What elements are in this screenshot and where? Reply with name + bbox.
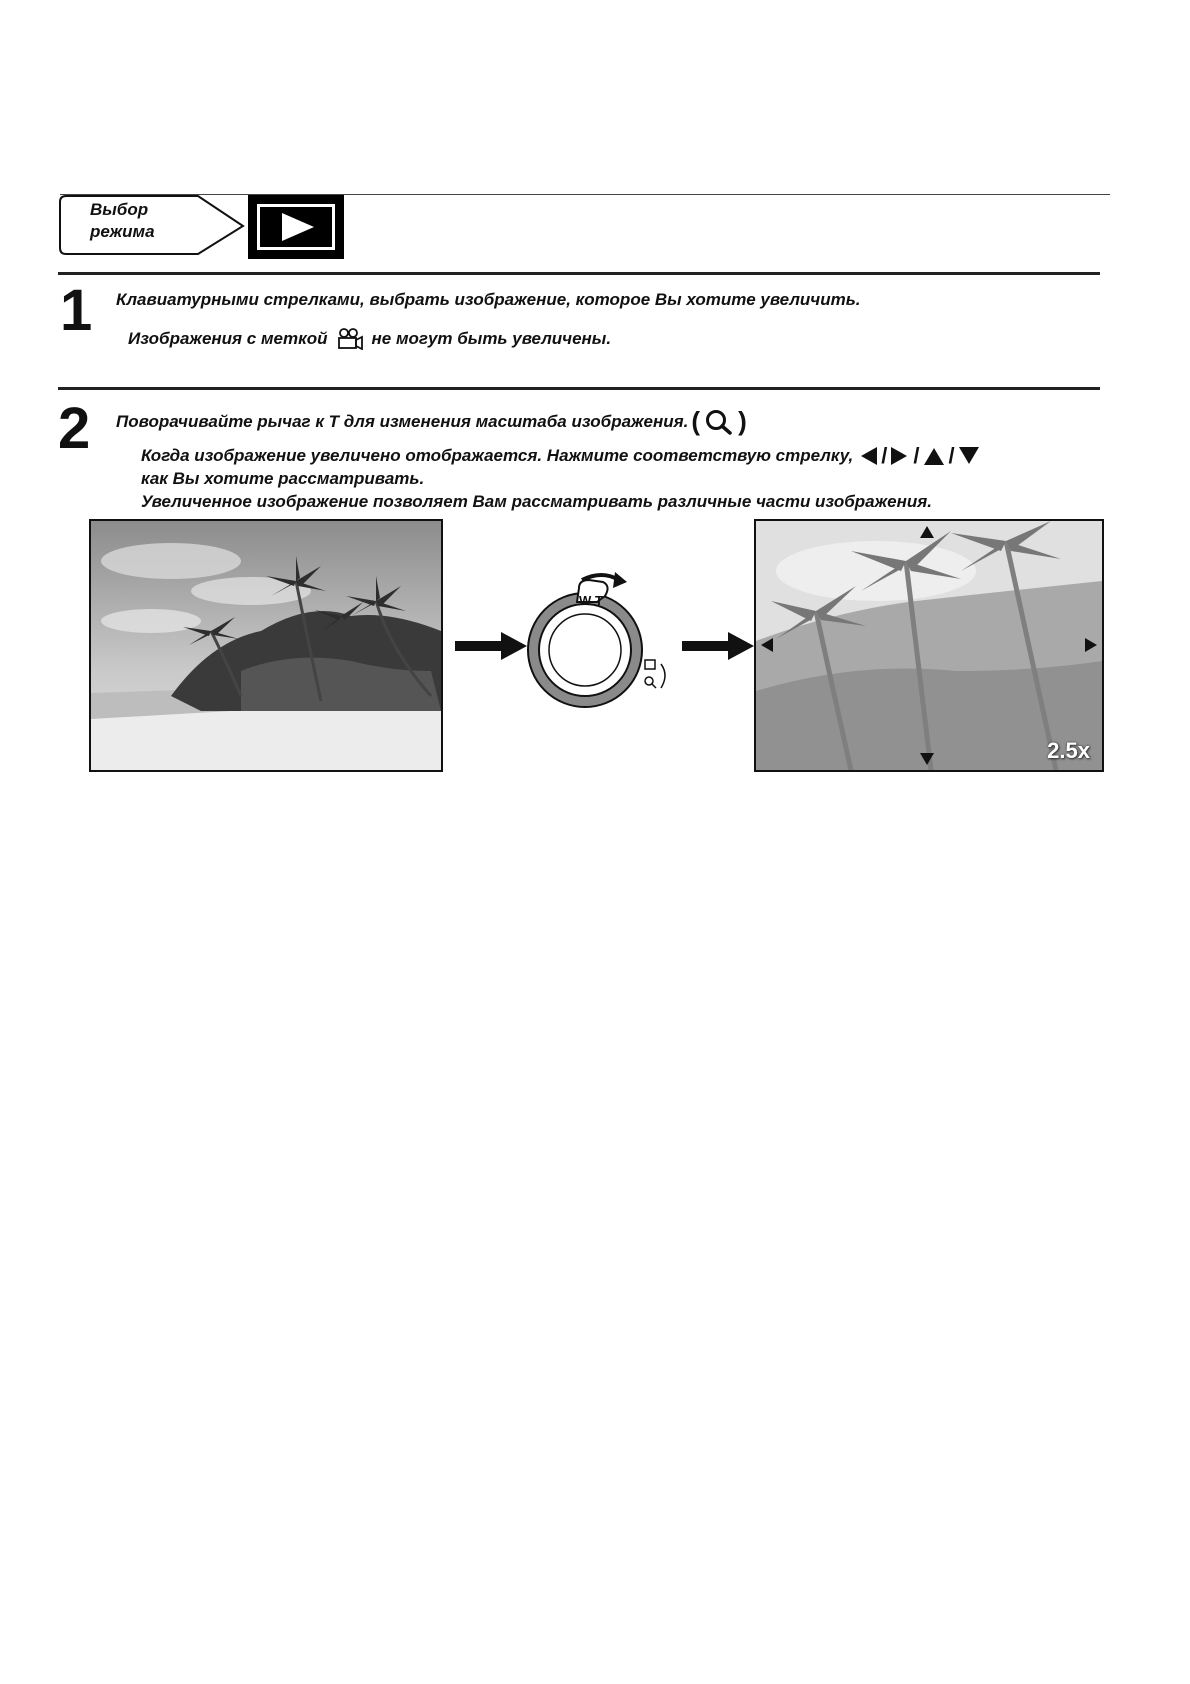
arrow-sep-2: / [913, 443, 920, 468]
step2-detail-line1-row [141, 444, 980, 467]
zoom-lever-diagram [527, 560, 677, 720]
pan-up-arrow-icon [919, 525, 935, 539]
right-arrow-icon [889, 446, 909, 466]
step1-note [128, 328, 611, 350]
left-arrow-icon [859, 446, 879, 466]
step2-number: 2 [58, 396, 91, 461]
step1-rule [58, 272, 1100, 275]
mode-label-line2: режима [90, 222, 155, 241]
step2-text: Поворачивайте рычаг к T для изменения масштаба изображения. [116, 411, 689, 431]
zoomed-photo [754, 519, 1104, 772]
arrow-sep-3: / [948, 443, 955, 468]
step2-detail-line3: Увеличенное изображение позволяет Вам рассматривать различные части изображения. [141, 492, 932, 511]
flow-arrow-1-icon [455, 632, 527, 660]
step2-icon-open: ( [691, 406, 701, 436]
up-arrow-icon [923, 446, 945, 466]
flow-arrow-2-icon [682, 632, 754, 660]
movie-camera-icon [336, 328, 364, 350]
pan-down-arrow-icon [919, 752, 935, 766]
step2-icon-close: ) [738, 406, 747, 436]
lever-w-label: W [579, 593, 592, 608]
step2-detail-line1: Когда изображение увеличено отображается. Нажмите соответствую стрелку, [141, 446, 854, 465]
lever-t-label: T [595, 593, 603, 608]
step1-text: Клавиатурными стрелками, выбрать изображение, которое Вы хотите увеличить. [116, 290, 861, 309]
step2-rule [58, 387, 1100, 390]
zoomed-palms-scene [756, 521, 1102, 770]
thumbnail-icon [645, 660, 655, 669]
arrow-sep-1: / [881, 443, 888, 468]
mode-label [90, 199, 155, 243]
direction-arrows [859, 444, 979, 467]
small-magnifier-icon [645, 677, 653, 685]
pan-left-arrow-icon [760, 637, 774, 653]
play-icon [257, 204, 335, 250]
step2-detail-line2: как Вы хотите рассматривать. [141, 469, 425, 488]
step1-note-before: Изображения с меткой [128, 329, 328, 348]
down-arrow-icon [958, 446, 980, 466]
pan-right-arrow-icon [1084, 637, 1098, 653]
mode-label-line1: Выбор [90, 200, 149, 219]
beach-scene [91, 521, 441, 770]
original-photo [89, 519, 443, 772]
zoom-level-label: 2.5x [1047, 738, 1090, 763]
step1-number: 1 [60, 278, 93, 343]
step1-note-after: не могут быть увеличены. [371, 329, 612, 348]
magnifier-icon [704, 408, 734, 436]
step2-heading [116, 406, 747, 437]
playback-mode-icon-box [248, 195, 344, 259]
